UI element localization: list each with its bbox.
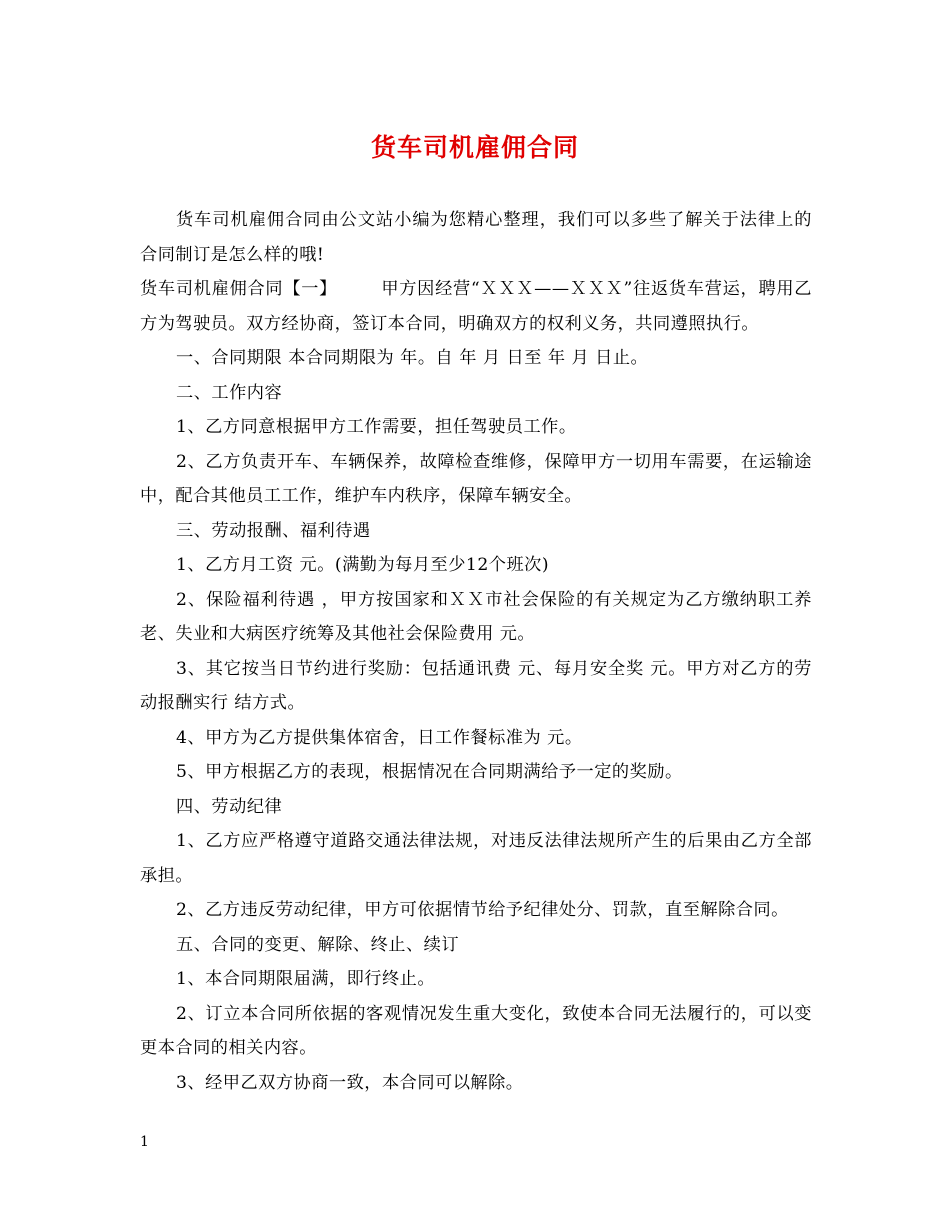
clause-pay-1: 1、乙方月工资 元。(满勤为每月至少12个班次) <box>176 555 550 575</box>
clause-work-2: 2、乙方负责开车、车辆保养，故障检查维修，保障甲方一切用车需要，在运输途中，配合其他员工工作，维护车内秩序，保障车辆安全。 <box>140 451 812 506</box>
section-first-text: 甲方因经营“ＸＸＸ——ＸＸＸ”往返货车营运，聘用乙方为驾驶员。双方经协商，签订本合同，明确双方的权利义务，共同遵照执行。 <box>140 279 812 334</box>
heading-discipline: 四、劳动纪律 <box>176 796 283 817</box>
clause-change-2: 2、订立本合同所依据的客观情况发生重大变化，致使本合同无法履行的，可以变更本合同的相关内容。 <box>140 1003 812 1058</box>
heading-work-content: 二、工作内容 <box>176 382 283 403</box>
heading-remuneration: 三、劳动报酬、福利待遇 <box>176 520 371 541</box>
clause-pay-4: 4、甲方为乙方提供集体宿舍，日工作餐标准为 元。 <box>176 727 583 748</box>
clause-pay-5: 5、甲方根据乙方的表现，根据情况在合同期满给予一定的奖励。 <box>176 762 683 782</box>
section-heading: 货车司机雇佣合同【一】 <box>140 279 338 299</box>
document-body <box>140 203 812 1100</box>
page-number: 1 <box>140 1134 149 1150</box>
clause-change-3: 3、经甲乙双方协商一致，本合同可以解除。 <box>176 1072 524 1093</box>
heading-contract-changes: 五、合同的变更、解除、终止、续订 <box>176 934 460 955</box>
intro-paragraph: 货车司机雇佣合同由公文站小编为您精心整理，我们可以多些了解关于法律上的合同制订是怎么样的哦! <box>140 210 812 265</box>
clause-term: 一、合同期限 本合同期限为 年。自 年 月 日至 年 月 日止。 <box>176 348 649 368</box>
clause-work-1: 1、乙方同意根据甲方工作需要，担任驾驶员工作。 <box>176 417 577 437</box>
document-title: 货车司机雇佣合同 <box>370 133 579 162</box>
clause-pay-3: 3、其它按当日节约进行奖励：包括通讯费 元、每月安全奖 元。甲方对乙方的劳动报酬实行 结方式。 <box>140 658 812 713</box>
clause-change-1: 1、本合同期限届满，即行终止。 <box>176 969 436 989</box>
clause-discipline-1: 1、乙方应严格遵守道路交通法律法规，对违反法律法规所产生的后果由乙方全部承担。 <box>140 831 812 886</box>
clause-pay-2: 2、保险福利待遇 ，甲方按国家和ＸＸ市社会保险的有关规定为乙方缴纳职工养老、失业和大病医疗统筹及其他社会保险费用 元。 <box>140 589 812 644</box>
section-one-paragraph <box>140 272 812 341</box>
clause-discipline-2: 2、乙方违反劳动纪律，甲方可依据情节给予纪律处分、罚款，直至解除合同。 <box>176 900 789 920</box>
